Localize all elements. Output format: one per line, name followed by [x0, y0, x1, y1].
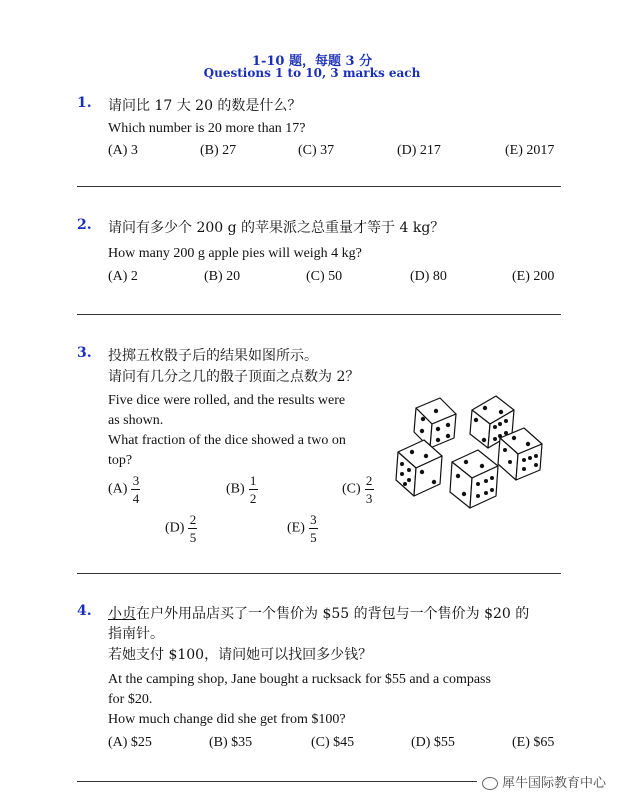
die-4 — [396, 440, 442, 496]
question-2-text-zh: 请问有多少个 200 g 的苹果派之总重量才等于 4 kg？ — [108, 220, 445, 236]
question-3-text-en-line4: top? — [108, 453, 133, 468]
die-5 — [450, 450, 498, 508]
question-1-text-en: Which number is 20 more than 17? — [108, 121, 306, 136]
question-1-number: 1. — [77, 95, 92, 111]
question-2-option-a: (A) 2 — [108, 269, 138, 284]
question-2-option-c: (C) 50 — [306, 269, 343, 284]
wechat-icon — [482, 777, 498, 790]
dice-illustration — [390, 390, 560, 515]
question-4-number: 4. — [77, 603, 92, 619]
question-4-text-zh-line3: 若她支付 $100，请问她可以找回多少钱？ — [108, 647, 373, 663]
question-4-text-en-line2: for $20. — [108, 692, 153, 707]
question-4-option-c: (C) $45 — [311, 735, 355, 750]
question-3-option-c: (C) $\frac{2}{3}$ — [342, 473, 373, 506]
question-3-option-a: (A) $\frac{3}{4}$ — [108, 473, 140, 506]
divider-4 — [77, 781, 477, 782]
question-3-text-en-line2: as shown. — [108, 413, 164, 428]
question-2-text-en: How many 200 g apple pies will weigh 4 kg? — [108, 246, 362, 261]
question-3-option-d: (D) $\frac{2}{5}$ — [165, 512, 197, 545]
question-4-option-b: (B) $35 — [209, 735, 253, 750]
question-3-option-b: (B) $\frac{1}{2}$ — [226, 473, 257, 506]
question-4-text-en-line1: At the camping shop, Jane bought a rucksack for $55 and a compass — [108, 672, 491, 687]
question-4-option-a: (A) $25 — [108, 735, 152, 750]
question-3-text-zh-line2: 请问有几分之几的骰子顶面之点数为 2？ — [108, 369, 360, 385]
question-3-option-e: (E) $\frac{3}{5}$ — [287, 512, 317, 545]
divider-3 — [77, 573, 561, 574]
divider-1 — [77, 186, 561, 187]
question-2-option-d: (D) 80 — [410, 269, 447, 284]
question-2-option-b: (B) 20 — [204, 269, 241, 284]
question-4-text-zh-line1: 小贞在户外用品店买了一个售价为 $55 的背包与一个售价为 $20 的 — [108, 606, 530, 622]
question-1-option-c: (C) 37 — [298, 143, 335, 158]
question-2-number: 2. — [77, 217, 92, 233]
question-4-text-en-line3: How much change did she get from $100? — [108, 712, 346, 727]
die-3 — [498, 428, 542, 480]
question-4-person-name: 小贞 — [108, 606, 136, 622]
divider-2 — [77, 314, 561, 315]
question-3-text-zh-line1: 投掷五枚骰子后的结果如图所示。 — [108, 348, 318, 364]
question-3-text-en-line1: Five dice were rolled, and the results were — [108, 393, 346, 408]
question-3-number: 3. — [77, 345, 92, 361]
question-3-text-en-line3: What fraction of the dice showed a two on — [108, 433, 346, 448]
question-4-option-e: (E) $65 — [512, 735, 555, 750]
question-1-option-b: (B) 27 — [200, 143, 237, 158]
question-1-option-a: (A) 3 — [108, 143, 138, 158]
question-1-text-zh: 请问比 17 大 20 的数是什么？ — [108, 98, 302, 114]
question-1-option-e: (E) 2017 — [505, 143, 555, 158]
watermark: 犀牛国际教育中心 — [482, 772, 606, 791]
section-title-zh: 1-10 题，每题 3 分 — [251, 54, 373, 69]
question-2-option-e: (E) 200 — [512, 269, 555, 284]
question-1-option-d: (D) 217 — [397, 143, 441, 158]
question-4-option-d: (D) $55 — [411, 735, 455, 750]
question-4-text-zh-line2: 指南针。 — [108, 626, 164, 642]
die-1 — [414, 398, 456, 448]
section-title-en: Questions 1 to 10, 3 marks each — [203, 66, 421, 80]
